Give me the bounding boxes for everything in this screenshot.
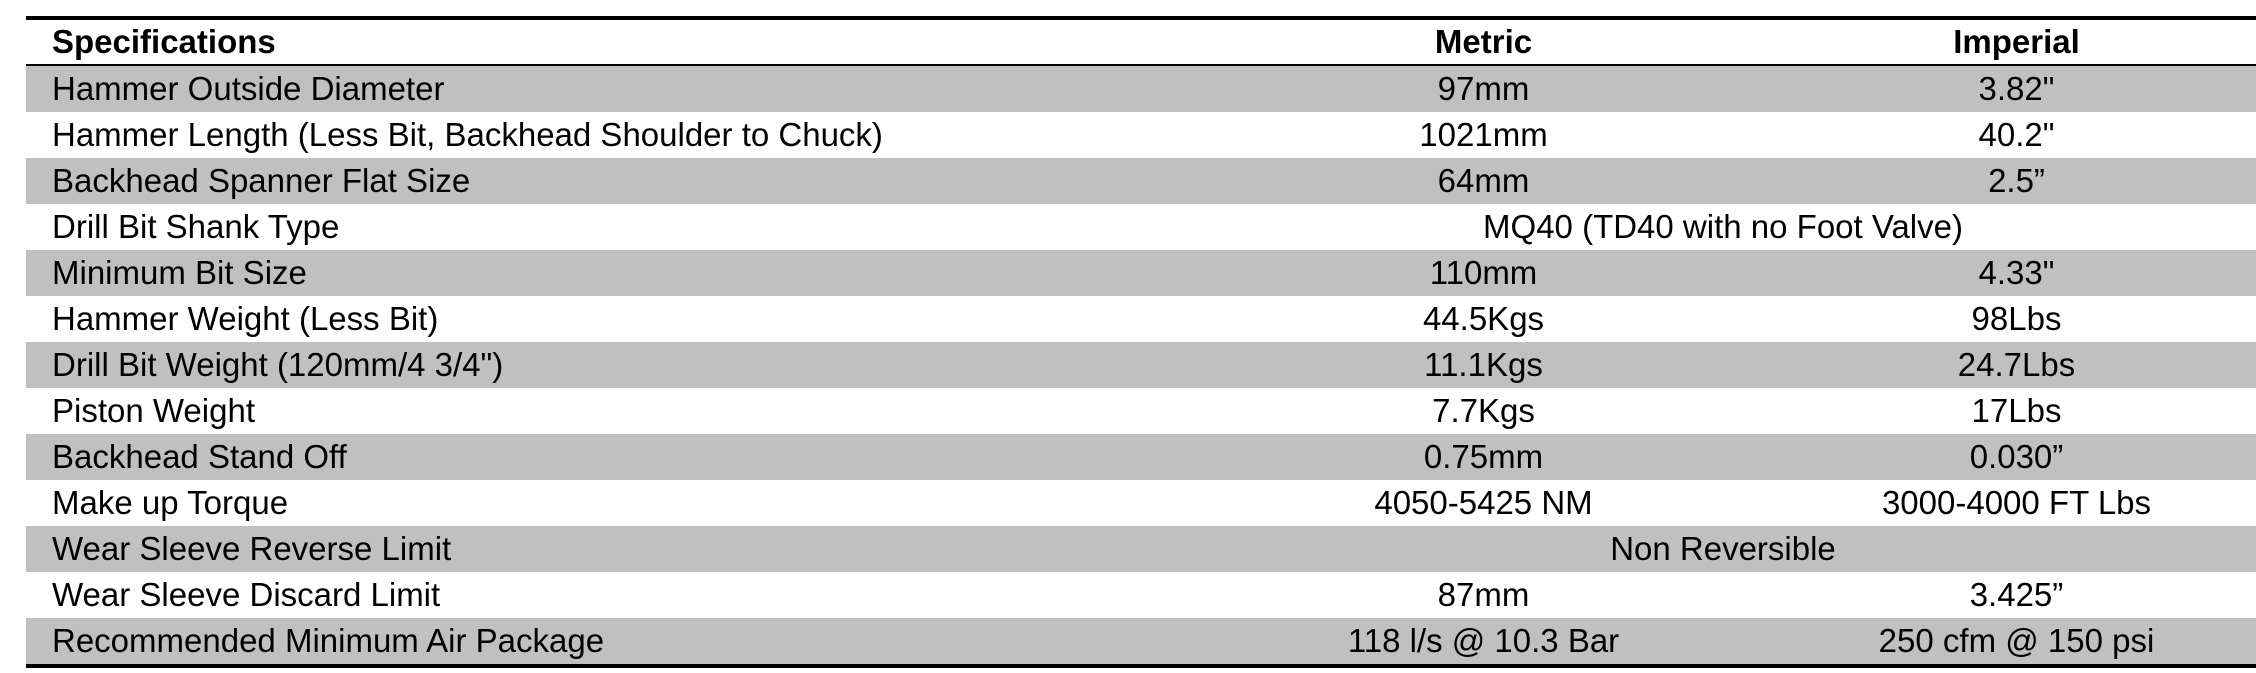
- metric-value: 0.75mm: [1190, 434, 1777, 480]
- table-row: [26, 204, 2256, 250]
- spec-name: Hammer Outside Diameter: [26, 65, 1190, 112]
- imperial-value: 17Lbs: [1777, 388, 2256, 434]
- metric-value: 1021mm: [1190, 112, 1777, 158]
- spec-name: Drill Bit Weight (120mm/4 3/4"): [26, 342, 1190, 388]
- merged-value: Non Reversible: [1190, 526, 2256, 572]
- table-row: [26, 158, 2256, 204]
- metric-value: 44.5Kgs: [1190, 296, 1777, 342]
- imperial-value: 0.030”: [1777, 434, 2256, 480]
- table-row: [26, 296, 2256, 342]
- table-row: [26, 526, 2256, 572]
- table-row: [26, 618, 2256, 666]
- metric-value: 97mm: [1190, 65, 1777, 112]
- specifications-table: [26, 16, 2256, 668]
- header-metric: Metric: [1190, 18, 1777, 65]
- imperial-value: 250 cfm @ 150 psi: [1777, 618, 2256, 666]
- header-specifications: Specifications: [26, 18, 1190, 65]
- metric-value: 118 l/s @ 10.3 Bar: [1190, 618, 1777, 666]
- metric-value: 87mm: [1190, 572, 1777, 618]
- imperial-value: 3.425”: [1777, 572, 2256, 618]
- imperial-value: 3.82": [1777, 65, 2256, 112]
- metric-value: 4050-5425 NM: [1190, 480, 1777, 526]
- table-row: [26, 388, 2256, 434]
- table-row: [26, 434, 2256, 480]
- imperial-value: 40.2": [1777, 112, 2256, 158]
- table-row: [26, 65, 2256, 112]
- table-row: [26, 342, 2256, 388]
- merged-value: MQ40 (TD40 with no Foot Valve): [1190, 204, 2256, 250]
- header-imperial: Imperial: [1777, 18, 2256, 65]
- table-row: [26, 480, 2256, 526]
- header-row: [26, 18, 2256, 65]
- imperial-value: 2.5”: [1777, 158, 2256, 204]
- table-body: [26, 65, 2256, 666]
- spec-name: Wear Sleeve Discard Limit: [26, 572, 1190, 618]
- spec-name: Backhead Spanner Flat Size: [26, 158, 1190, 204]
- spec-name: Hammer Length (Less Bit, Backhead Shoulder to Chuck): [26, 112, 1190, 158]
- spec-name: Make up Torque: [26, 480, 1190, 526]
- table-row: [26, 572, 2256, 618]
- metric-value: 110mm: [1190, 250, 1777, 296]
- spec-name: Minimum Bit Size: [26, 250, 1190, 296]
- imperial-value: 4.33": [1777, 250, 2256, 296]
- spec-name: Drill Bit Shank Type: [26, 204, 1190, 250]
- spec-name: Piston Weight: [26, 388, 1190, 434]
- table-row: [26, 112, 2256, 158]
- table-header: [26, 18, 2256, 65]
- metric-value: 7.7Kgs: [1190, 388, 1777, 434]
- imperial-value: 98Lbs: [1777, 296, 2256, 342]
- spec-name: Hammer Weight (Less Bit): [26, 296, 1190, 342]
- metric-value: 64mm: [1190, 158, 1777, 204]
- metric-value: 11.1Kgs: [1190, 342, 1777, 388]
- table-row: [26, 250, 2256, 296]
- spec-name: Wear Sleeve Reverse Limit: [26, 526, 1190, 572]
- spec-name: Backhead Stand Off: [26, 434, 1190, 480]
- spec-name: Recommended Minimum Air Package: [26, 618, 1190, 666]
- imperial-value: 24.7Lbs: [1777, 342, 2256, 388]
- imperial-value: 3000-4000 FT Lbs: [1777, 480, 2256, 526]
